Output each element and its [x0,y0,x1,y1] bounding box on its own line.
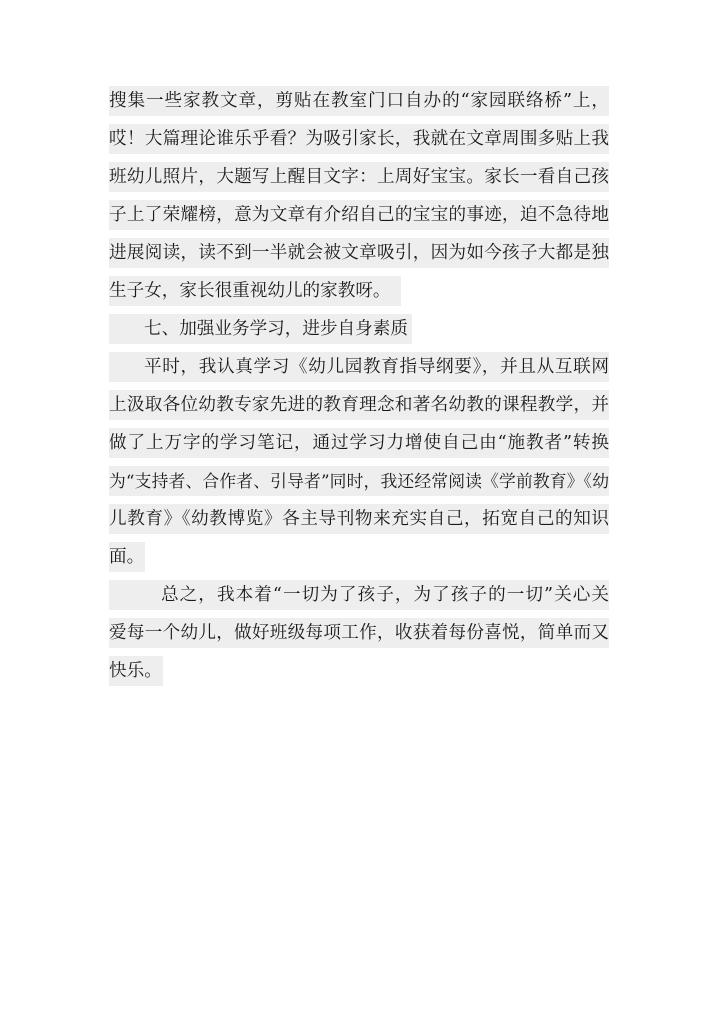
paragraph-line: 班幼儿照片，大题写上醒目文字：上周好宝宝。家长一看自己孩 [109,162,609,192]
paragraph-line: 哎！大篇理论谁乐乎看？为吸引家长，我就在文章周围多贴上我 [109,124,609,154]
paragraph-line: 平时，我认真学习《幼儿园教育指导纲要》，并且从互联网 [109,352,609,382]
paragraph-line: 儿教育》《幼教博览》各主导刊物来充实自己，拓宽自己的知识 [109,504,609,534]
paragraph-line: 总之，我本着“一切为了孩子，为了孩子的一切”关心关 [109,580,609,610]
paragraph-line: 子上了荣耀榜，意为文章有介绍自己的宝宝的事迹，迫不急待地 [109,200,609,230]
paragraph-line: 生子女，家长很重视幼儿的家教呀。 [109,276,401,306]
paragraph-line: 搜集一些家教文章，剪贴在教室门口自办的“家园联络桥”上， [109,86,609,116]
paragraph-line: 进展阅读，读不到一半就会被文章吸引，因为如今孩子大都是独 [109,238,609,268]
paragraph-line: 上汲取各位幼教专家先进的教育理念和著名幼教的课程教学，并 [109,390,609,420]
paragraph-line: 做了上万字的学习笔记，通过学习力增使自己由“施教者”转换 [109,428,609,458]
paragraph-line: 面。 [109,542,145,572]
paragraph-line: 爱每一个幼儿，做好班级每项工作，收获着每份喜悦，简单而又 [109,618,609,648]
paragraph-line: 快乐。 [109,656,163,686]
section-heading: 七、加强业务学习，进步自身素质 [109,314,412,344]
paragraph-line: 为“支持者、合作者、引导者”同时，我还经常阅读《学前教育》《幼 [109,466,609,496]
body-text [109,86,609,694]
